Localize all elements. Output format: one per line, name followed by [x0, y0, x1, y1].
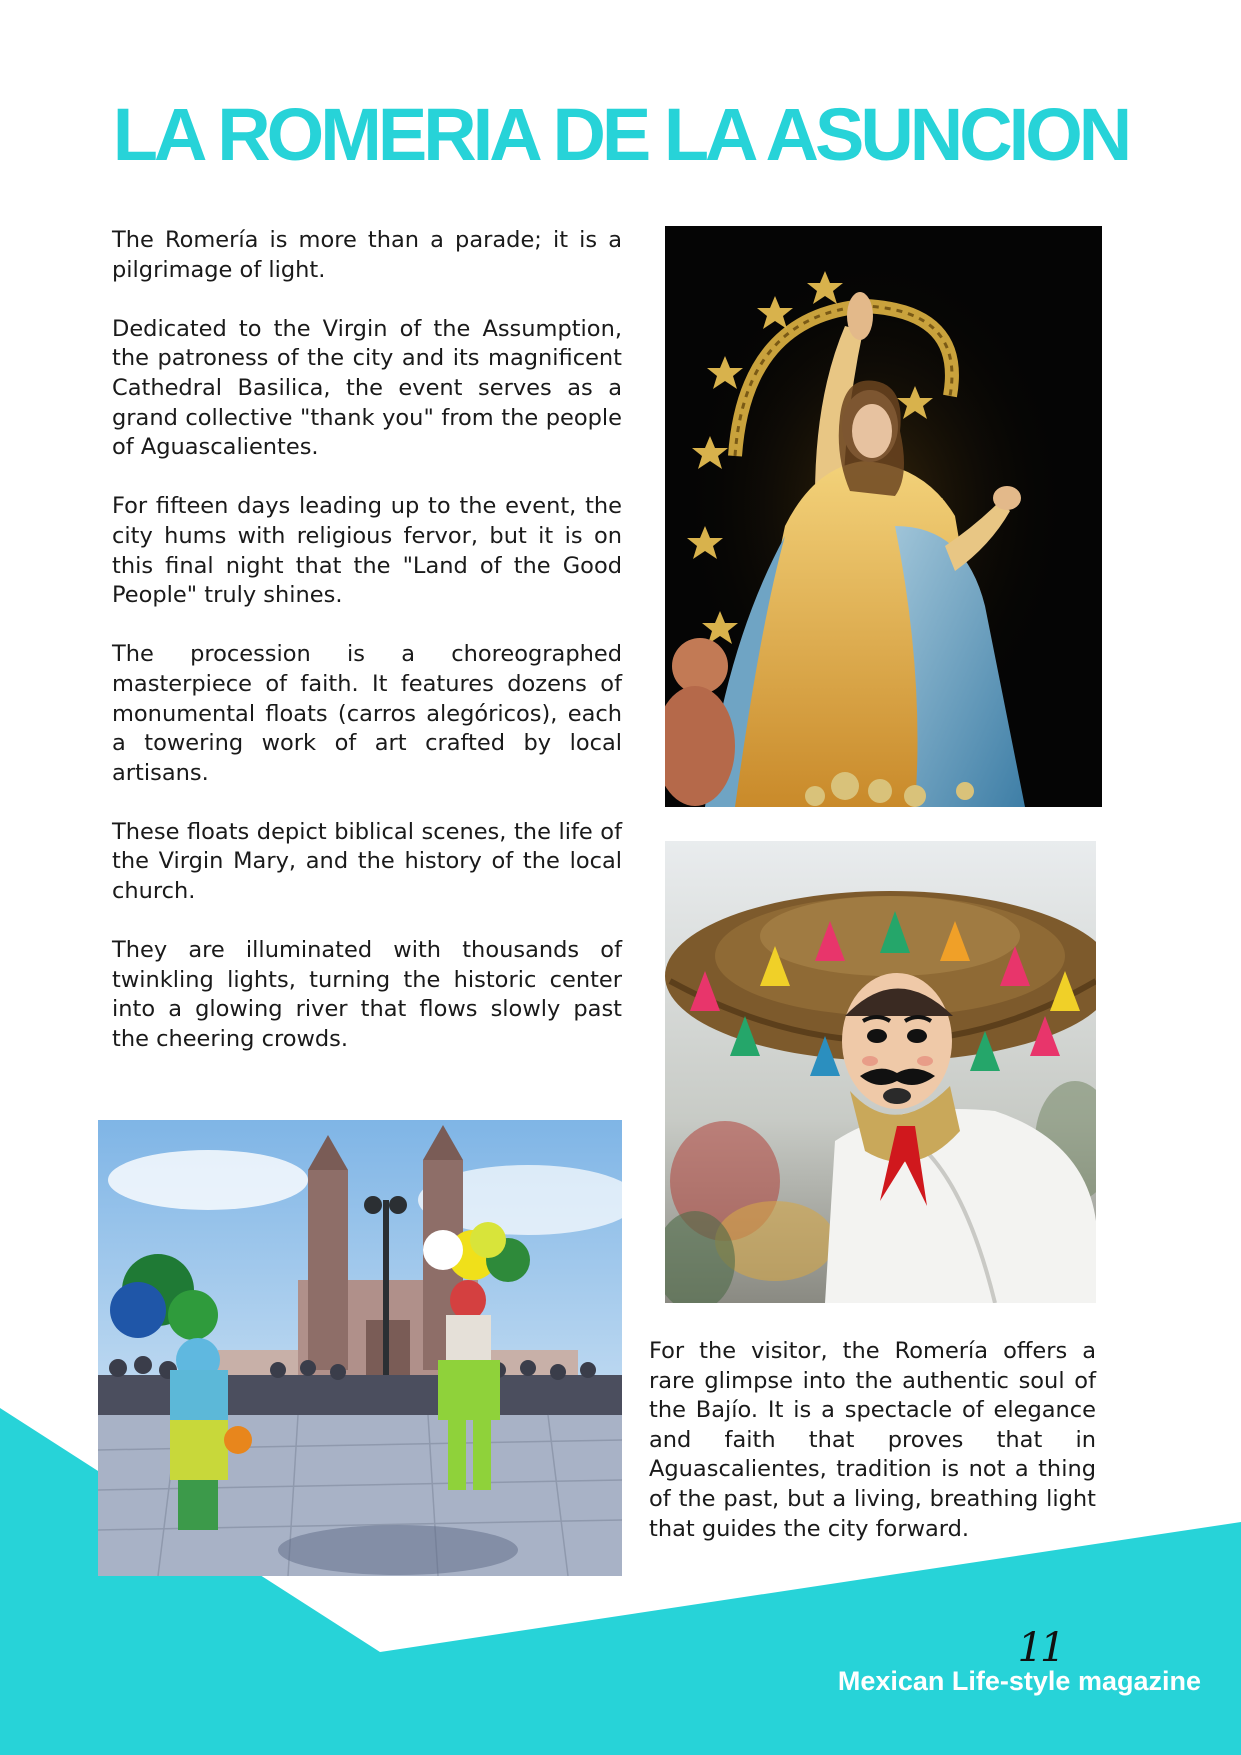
paragraph: The procession is a choreographed masterpiece of faith. It features dozens of monumental floats (carros alegóricos), each a towering work of art crafted by local artisans.: [112, 641, 622, 786]
magazine-name: Mexican Life-style magazine: [837, 1666, 1201, 1696]
paragraph: For fifteen days leading up to the event, the city hums with religious fervor, but it is on this final night that the "Land of the Good People" truly shines.: [112, 493, 622, 609]
paragraph: Dedicated to the Virgin of the Assumption, the patroness of the city and its magnificent Cathedral Basilica, the event serves as a grand collective "thank you" from the people of Aguascalientes.: [112, 315, 622, 461]
masked-dancer-photo: [665, 841, 1096, 1303]
cathedral-dancers-photo: [98, 1120, 622, 1576]
paragraph: The Romería is more than a parade; it is a pilgrimage of light.: [112, 227, 622, 283]
left-text-column: [112, 226, 622, 1084]
virgin-statue-photo: [665, 226, 1102, 807]
paragraph: They are illuminated with thousands of twinkling lights, turning the historic center into a glowing river that flows slowly past the cheering crowds.: [112, 937, 622, 1053]
paragraph: For the visitor, the Romería offers a rare glimpse into the authentic soul of the Bajío. It is a spectacle of elegance and faith that proves that in Aguascalientes, tradition is not a thing of the past, but a living, breathing light that guides the city forward.: [649, 1338, 1096, 1542]
paragraph: These floats depict biblical scenes, the life of the Virgin Mary, and the history of the local church.: [112, 818, 622, 905]
page-title: LA ROMERIA DE LA ASUNCION: [112, 93, 1129, 176]
right-text-column: [649, 1337, 1096, 1544]
page-number: 11: [1017, 1625, 1063, 1671]
